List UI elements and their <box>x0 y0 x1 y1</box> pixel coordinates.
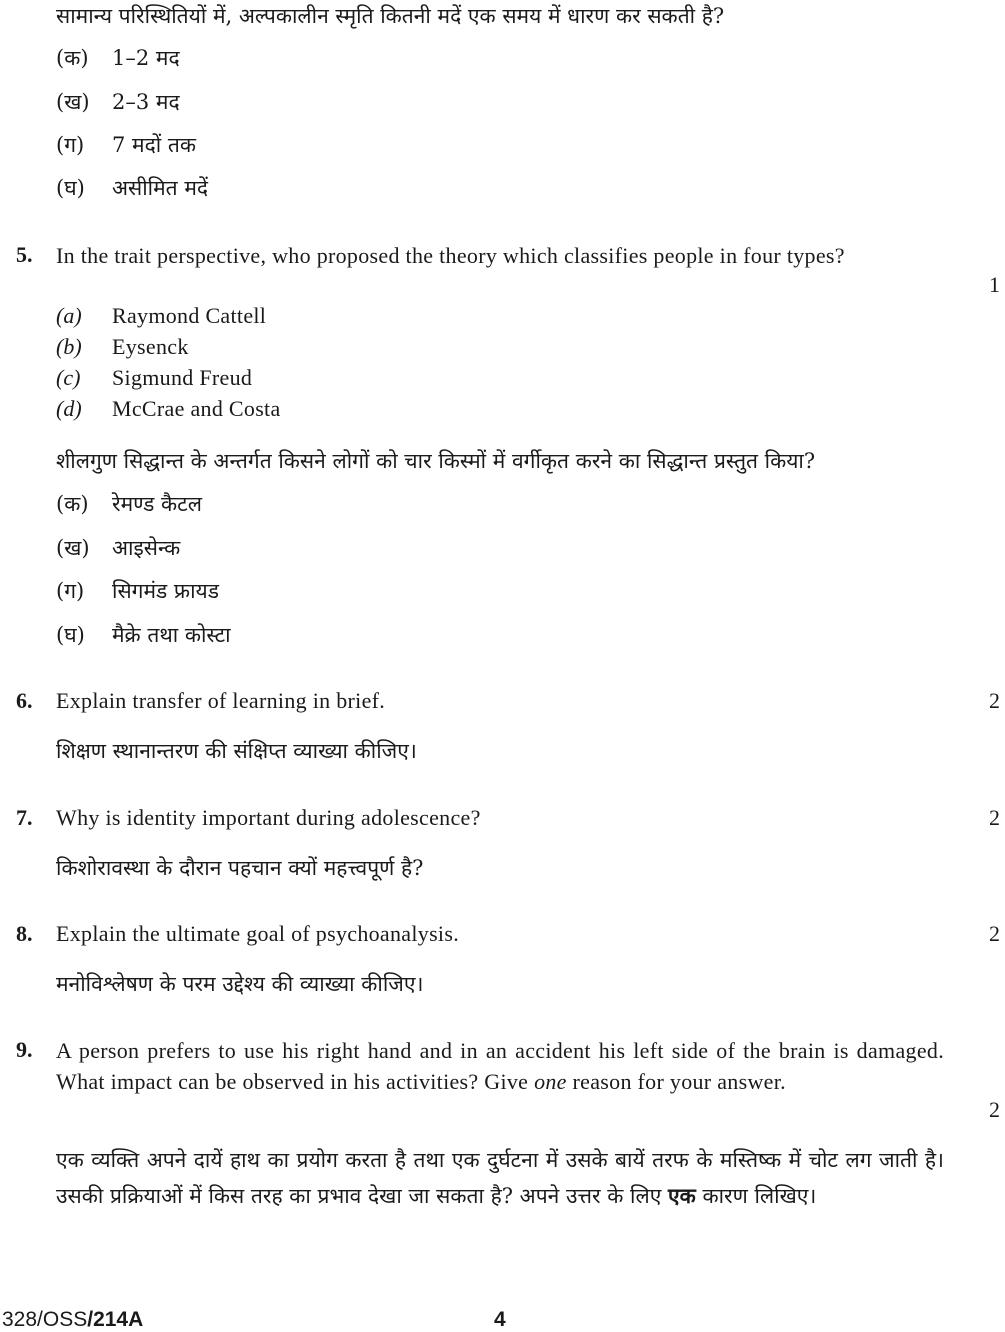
q5-hindi-question: शीलगुण सिद्धान्त के अन्तर्गत किसने लोगों को चार किस्मों में वर्गीकृत करने का सिद्धान्त प्रस्तुत किया? <box>56 449 816 473</box>
question-hindi: किशोरावस्था के दौरान पहचान क्यों महत्त्वपूर्ण है? <box>56 856 424 880</box>
paper-code-suffix: /214A <box>87 1308 144 1331</box>
page-number: 4 <box>494 1308 506 1331</box>
q4-hindi-question: सामान्य परिस्थितियों में, अल्पकालीन स्मृति कितनी मदें एक समय में धारण कर सकती है? <box>56 4 725 28</box>
option-label: (ख) <box>56 536 90 560</box>
marks: 2 <box>989 805 1000 830</box>
option-text: 2–3 मद <box>112 90 180 114</box>
option-text: आइसेन्क <box>112 536 181 560</box>
option-text: Sigmund Freud <box>112 365 253 390</box>
option-label: (a) <box>56 303 82 328</box>
option-text: 7 मदों तक <box>112 133 196 157</box>
question-text <box>56 1035 944 1097</box>
question-text: Explain the ultimate goal of psychoanalysis. <box>56 921 460 946</box>
question-number: 5. <box>16 242 33 267</box>
option-label: (क) <box>56 492 89 516</box>
option-text: McCrae and Costa <box>112 396 281 421</box>
question-hindi-part: एक व्यक्ति अपने दायें हाथ का प्रयोग करता है तथा एक दुर्घटना में उसके बायें तरफ के मस्तिष्क में चोट लग जाती है। उसकी प्रक्रियाओं में किस तरह का प्रभाव देखा जा सकता है? अपने उत्तर के लिए <box>56 1148 944 1208</box>
option-text: सिगमंड फ्रायड <box>112 579 219 603</box>
option-label: (क) <box>56 46 89 70</box>
question-hindi <box>56 1143 944 1214</box>
option-label: (b) <box>56 334 82 359</box>
question-number: 6. <box>16 688 33 713</box>
option-label: (ग) <box>56 579 85 603</box>
option-label: (ख) <box>56 90 90 114</box>
option-text: रेमण्ड कैटल <box>112 492 202 516</box>
question-hindi: शिक्षण स्थानान्तरण की संक्षिप्त व्याख्या कीजिए। <box>56 739 417 763</box>
marks: 2 <box>989 688 1000 713</box>
marks: 2 <box>989 1097 1000 1122</box>
option-text: Raymond Cattell <box>112 303 267 328</box>
option-label: (ग) <box>56 133 85 157</box>
question-number: 8. <box>16 921 33 946</box>
paper-code-prefix: 328/OSS <box>2 1308 88 1331</box>
option-text: Eysenck <box>112 334 189 359</box>
question-text: In the trait perspective, who proposed the theory which classifies people in four types? <box>56 243 845 268</box>
question-hindi: मनोविश्लेषण के परम उद्देश्य की व्याख्या कीजिए। <box>56 972 424 996</box>
option-text: 1–2 मद <box>112 46 180 70</box>
option-text: मैक्रे तथा कोस्टा <box>112 623 231 647</box>
marks: 1 <box>989 272 1000 297</box>
emphasis: एक <box>668 1183 696 1208</box>
emphasis: one <box>534 1069 567 1094</box>
question-number: 7. <box>16 805 33 830</box>
question-text-part: A person prefers to use his right hand and in an accident his left side of the brain is damaged. What impact can be observed in his activities? Give <box>56 1038 944 1094</box>
option-label: (d) <box>56 396 82 421</box>
marks: 2 <box>989 921 1000 946</box>
question-text: Explain transfer of learning in brief. <box>56 688 386 713</box>
question-text-part: reason for your answer. <box>566 1069 786 1094</box>
option-label: (घ) <box>56 176 85 200</box>
option-label: (घ) <box>56 623 85 647</box>
question-hindi-part: कारण लिखिए। <box>695 1184 817 1208</box>
question-text: Why is identity important during adolescence? <box>56 805 481 830</box>
option-text: असीमित मदें <box>112 176 209 200</box>
question-number: 9. <box>16 1037 33 1062</box>
option-label: (c) <box>56 365 81 390</box>
paper-code <box>2 1308 143 1332</box>
